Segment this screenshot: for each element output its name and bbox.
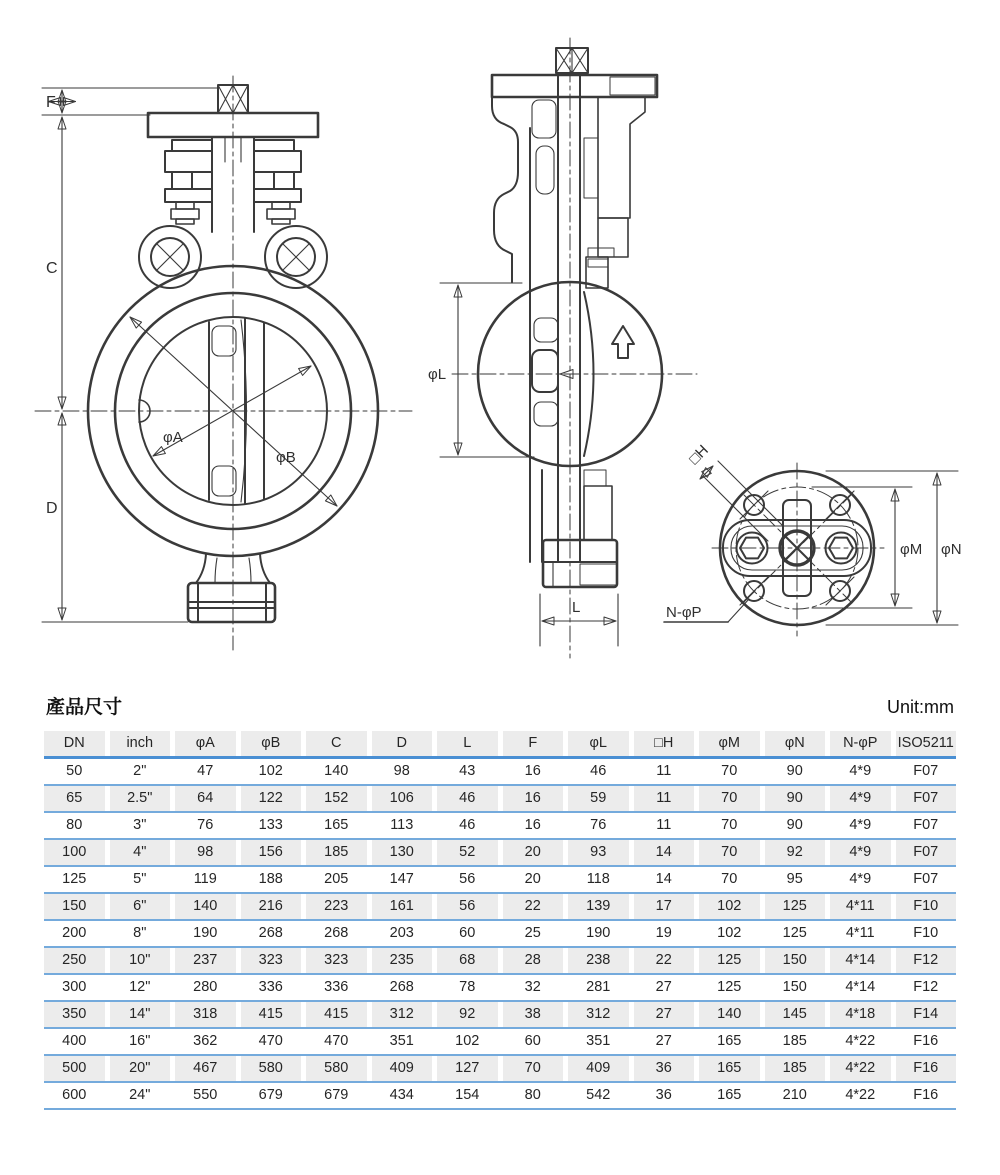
table-cell: 16 (524, 817, 541, 833)
table-cell: 25 (524, 925, 541, 941)
table-cell: 6" (110, 894, 171, 919)
table-cell: 145 (765, 1002, 826, 1027)
dim-label-squareH: □H (685, 441, 712, 468)
table-cell: 542 (586, 1087, 611, 1103)
table-cell: 27 (634, 1002, 695, 1027)
front-view (35, 76, 412, 650)
table-row (44, 840, 956, 867)
column-header: φA (175, 731, 236, 756)
table-cell: 17 (634, 894, 695, 919)
table-cell: 80 (66, 817, 83, 833)
table-cell: 32 (524, 979, 541, 995)
table-cell: 11 (656, 817, 672, 833)
table-cell: 46 (590, 763, 607, 779)
dim-label-phiA: φA (163, 429, 183, 446)
table-cell: 24" (129, 1087, 151, 1103)
table-cell: F07 (913, 871, 939, 887)
table-cell: 20 (524, 871, 541, 887)
table-cell: 152 (306, 786, 367, 811)
table-cell: 70 (699, 840, 760, 865)
table-cell: 679 (324, 1087, 349, 1103)
table-cell: 210 (782, 1087, 807, 1103)
table-cell: 4*22 (845, 1087, 876, 1103)
table-cell: 47 (197, 763, 214, 779)
column-header: DN (44, 731, 105, 756)
table-cell: F10 (896, 894, 957, 919)
dim-label-phiN: φN (941, 541, 962, 558)
column-header: φN (765, 731, 826, 756)
dimension-table (44, 731, 956, 1110)
table-cell: 250 (44, 948, 105, 973)
table-cell: 4*22 (830, 1056, 891, 1081)
table-cell: 238 (568, 948, 629, 973)
table-cell: 4*9 (830, 840, 891, 865)
table-cell: 150 (44, 894, 105, 919)
table-cell: 200 (62, 925, 87, 941)
table-row (44, 975, 956, 1002)
table-cell: 78 (459, 979, 476, 995)
table-cell: F16 (896, 1056, 957, 1081)
table-cell: 362 (193, 1033, 218, 1049)
table-cell: 185 (782, 1033, 807, 1049)
table-row (44, 1083, 956, 1110)
table-cell: 10" (110, 948, 171, 973)
table-row (44, 786, 956, 813)
table-cell: 154 (455, 1087, 480, 1103)
dim-label-phiM: φM (900, 541, 923, 558)
dim-label-phiL: φL (428, 366, 447, 383)
dim-label-F: F (46, 94, 56, 111)
table-cell: 4*9 (830, 786, 891, 811)
table-cell: 125 (699, 948, 760, 973)
table-cell: 14 (634, 840, 695, 865)
table-cell: 165 (717, 1033, 742, 1049)
dim-label-C: C (46, 260, 58, 277)
column-header: F (503, 731, 564, 756)
table-cell: 5" (133, 871, 147, 887)
table-cell: 190 (586, 925, 611, 941)
table-cell: 28 (503, 948, 564, 973)
table-cell: 268 (324, 925, 349, 941)
table-cell: 140 (175, 894, 236, 919)
table-cell: 580 (241, 1056, 302, 1081)
table-cell: 46 (459, 817, 476, 833)
table-cell: 92 (765, 840, 826, 865)
table-cell: 52 (437, 840, 498, 865)
table-row (44, 1002, 956, 1029)
table-cell: 65 (44, 786, 105, 811)
table-cell: 56 (459, 871, 476, 887)
table-cell: 165 (717, 1087, 742, 1103)
table-cell: 156 (241, 840, 302, 865)
table-cell: 102 (455, 1033, 480, 1049)
table-cell: 11 (634, 786, 695, 811)
table-cell: 93 (568, 840, 629, 865)
table-cell: 140 (324, 763, 349, 779)
table-cell: 188 (258, 871, 283, 887)
table-cell: 434 (389, 1087, 414, 1103)
table-cell: 70 (721, 871, 738, 887)
table-cell: 27 (655, 1033, 672, 1049)
column-header: φM (699, 731, 760, 756)
table-cell: 19 (655, 925, 672, 941)
table-cell: 336 (258, 979, 283, 995)
table-cell: 22 (634, 948, 695, 973)
table-cell: 92 (437, 1002, 498, 1027)
table-cell: 68 (437, 948, 498, 973)
table-row (44, 759, 956, 786)
table-cell: 46 (437, 786, 498, 811)
table-cell: 59 (568, 786, 629, 811)
table-cell: 130 (372, 840, 433, 865)
table-cell: F12 (913, 979, 939, 995)
table-cell: 102 (699, 894, 760, 919)
table-cell: 102 (258, 763, 283, 779)
table-cell: 470 (324, 1033, 349, 1049)
section-view (428, 38, 697, 658)
table-cell: 56 (437, 894, 498, 919)
table-cell: 98 (175, 840, 236, 865)
column-header: □H (634, 731, 695, 756)
table-cell: 312 (568, 1002, 629, 1027)
unit-label: Unit:mm (887, 697, 954, 717)
table-cell: 80 (524, 1087, 541, 1103)
table-cell: 216 (241, 894, 302, 919)
table-cell: 235 (372, 948, 433, 973)
column-header: C (306, 731, 367, 756)
table-cell: 4" (110, 840, 171, 865)
table-cell: F12 (896, 948, 957, 973)
table-cell: 36 (634, 1056, 695, 1081)
table-row (44, 921, 956, 948)
table-row (44, 813, 956, 840)
page-title: 產品尺寸 (46, 697, 123, 718)
column-header: D (372, 731, 433, 756)
table-cell: 70 (721, 817, 738, 833)
table-cell: 14 (655, 871, 672, 887)
column-header: φB (241, 731, 302, 756)
table-cell: 323 (241, 948, 302, 973)
column-header: φL (568, 731, 629, 756)
table-cell: 350 (44, 1002, 105, 1027)
table-cell: F10 (913, 925, 939, 941)
table-cell: 11 (656, 763, 672, 779)
table-cell: 580 (306, 1056, 367, 1081)
table-cell: 351 (586, 1033, 611, 1049)
table-row (44, 948, 956, 975)
table-cell: 100 (44, 840, 105, 865)
table-cell: 500 (44, 1056, 105, 1081)
table-cell: 400 (62, 1033, 87, 1049)
table-cell: 679 (258, 1087, 283, 1103)
table-titlebar (44, 692, 956, 731)
table-row (44, 867, 956, 894)
table-cell: 76 (590, 817, 607, 833)
table-cell: 150 (782, 979, 807, 995)
table-cell: 64 (175, 786, 236, 811)
table-cell: 4*22 (845, 1033, 876, 1049)
table-cell: 470 (258, 1033, 283, 1049)
table-cell: 140 (699, 1002, 760, 1027)
table-cell: 318 (175, 1002, 236, 1027)
table-cell: 16" (129, 1033, 151, 1049)
table-cell: 60 (459, 925, 476, 941)
table-cell: 4*9 (849, 871, 872, 887)
table-cell: F07 (896, 840, 957, 865)
column-header: inch (110, 731, 171, 756)
table-cell: 4*14 (830, 948, 891, 973)
table-cell: 415 (241, 1002, 302, 1027)
table-cell: 113 (390, 817, 414, 833)
table-cell: 139 (568, 894, 629, 919)
table-cell: F16 (913, 1033, 939, 1049)
table-cell: 3" (133, 817, 147, 833)
table-cell: 125 (717, 979, 742, 995)
table-cell: 70 (503, 1056, 564, 1081)
table-cell: 90 (786, 763, 803, 779)
table-cell: 12" (129, 979, 151, 995)
table-cell: 4*14 (845, 979, 876, 995)
table-cell: 409 (568, 1056, 629, 1081)
table-cell: 165 (699, 1056, 760, 1081)
table-cell: 20 (503, 840, 564, 865)
table-cell: 600 (62, 1087, 87, 1103)
table-row (44, 1029, 956, 1056)
table-cell: 8" (133, 925, 147, 941)
table-cell: 4*9 (849, 817, 872, 833)
table-row (44, 894, 956, 921)
column-header: L (437, 731, 498, 756)
table-cell: 223 (306, 894, 367, 919)
table-cell: 90 (786, 817, 803, 833)
column-header: N-φP (830, 731, 891, 756)
table-cell: 409 (372, 1056, 433, 1081)
table-cell: 4*18 (830, 1002, 891, 1027)
table-cell: 351 (389, 1033, 414, 1049)
table-cell: 147 (389, 871, 414, 887)
table-cell: 467 (175, 1056, 236, 1081)
table-cell: 150 (765, 948, 826, 973)
table-cell: F07 (896, 786, 957, 811)
table-cell: F07 (913, 763, 939, 779)
table-cell: 90 (765, 786, 826, 811)
table-cell: 38 (503, 1002, 564, 1027)
table-cell: 268 (258, 925, 283, 941)
table-cell: F14 (896, 1002, 957, 1027)
table-cell: 119 (193, 871, 217, 887)
table-header-row (44, 731, 956, 759)
table-cell: 323 (306, 948, 367, 973)
table-cell: 237 (175, 948, 236, 973)
dimension-table-section (44, 692, 956, 1110)
table-cell: 550 (193, 1087, 218, 1103)
dim-label-L: L (572, 599, 581, 616)
dim-label-NphiP: N-φP (666, 604, 702, 621)
table-cell: 127 (437, 1056, 498, 1081)
table-cell: 70 (721, 763, 738, 779)
table-cell: 98 (393, 763, 410, 779)
table-cell: 70 (699, 786, 760, 811)
table-cell: 102 (717, 925, 742, 941)
table-cell: 190 (193, 925, 218, 941)
table-cell: 76 (197, 817, 214, 833)
table-cell: 16 (524, 763, 541, 779)
table-cell: 415 (306, 1002, 367, 1027)
table-cell: 312 (372, 1002, 433, 1027)
dim-label-D: D (46, 500, 58, 517)
table-cell: 43 (459, 763, 476, 779)
table-cell: 60 (524, 1033, 541, 1049)
table-cell: 280 (193, 979, 218, 995)
table-cell: 4*9 (849, 763, 872, 779)
table-cell: 281 (586, 979, 611, 995)
table-cell: 336 (324, 979, 349, 995)
column-header: ISO5211 (896, 731, 957, 756)
table-cell: 133 (258, 817, 283, 833)
table-cell: 165 (324, 817, 349, 833)
table-cell: F16 (913, 1087, 939, 1103)
table-cell: 268 (389, 979, 414, 995)
table-cell: 185 (765, 1056, 826, 1081)
table-cell: 300 (62, 979, 87, 995)
table-cell: 22 (503, 894, 564, 919)
table-cell: 203 (389, 925, 414, 941)
table-cell: 27 (655, 979, 672, 995)
table-cell: 2.5" (110, 786, 171, 811)
dim-label-phiB: φB (276, 449, 296, 466)
table-cell: 4*11 (830, 894, 891, 919)
table-cell: 20" (110, 1056, 171, 1081)
flange-view (664, 442, 962, 636)
table-cell: 16 (503, 786, 564, 811)
table-cell: 185 (306, 840, 367, 865)
table-row (44, 1056, 956, 1083)
table-cell: 4*11 (845, 925, 875, 941)
table-cell: 50 (66, 763, 83, 779)
table-cell: 122 (241, 786, 302, 811)
table-cell: 106 (372, 786, 433, 811)
table-cell: 125 (765, 894, 826, 919)
table-cell: 14" (110, 1002, 171, 1027)
table-cell: 118 (586, 871, 610, 887)
table-cell: 125 (62, 871, 87, 887)
table-cell: 161 (372, 894, 433, 919)
table-cell: 2" (133, 763, 147, 779)
table-cell: F07 (913, 817, 939, 833)
table-cell: 205 (324, 871, 349, 887)
table-cell: 125 (782, 925, 807, 941)
table-cell: 36 (655, 1087, 672, 1103)
table-cell: 95 (786, 871, 803, 887)
